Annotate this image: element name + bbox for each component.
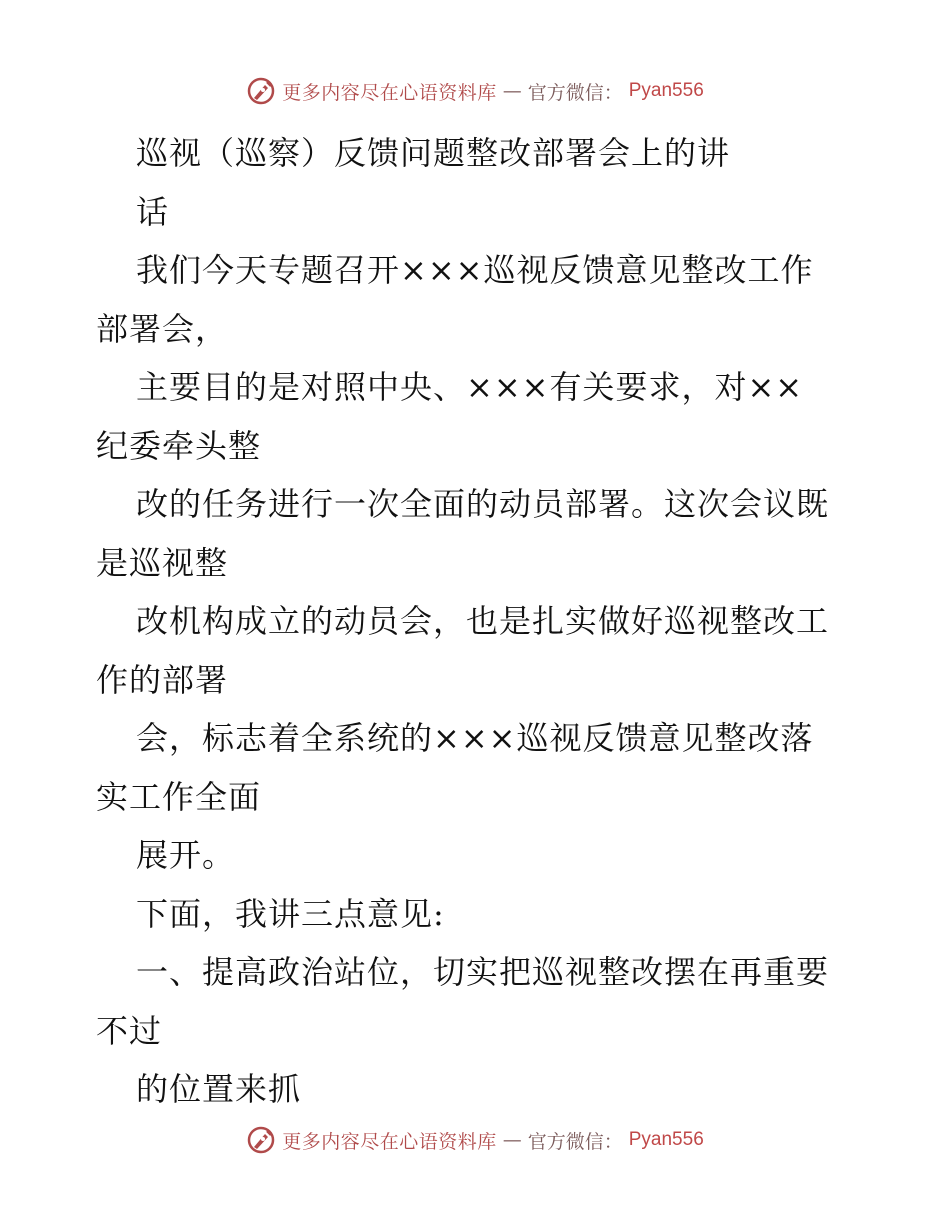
body-line: 实工作全面: [96, 777, 262, 816]
body-line: 纪委牵头整: [96, 426, 262, 465]
document-body: [96, 124, 856, 1119]
body-line: 会，标志着全系统的×××巡视反馈意见整改落: [136, 719, 814, 757]
section-heading-line: 不过: [96, 1011, 163, 1050]
body-line: 作的部署: [96, 660, 229, 699]
body-line: 是巡视整: [96, 543, 229, 582]
watermark-header: [0, 71, 950, 111]
watermark-wechat-id: Pyan556: [628, 1129, 704, 1150]
watermark-wechat-label: 官方微信：: [527, 1130, 623, 1153]
body-line: 改机构成立的动员会，也是扎实做好巡视整改工: [136, 602, 830, 640]
pen-nib-logo-icon: [246, 76, 276, 106]
watermark-wechat-label: 官方微信：: [527, 81, 623, 104]
watermark-separator: —: [502, 1129, 522, 1151]
watermark-separator: —: [502, 80, 522, 102]
body-line: 下面，我讲三点意见:: [136, 894, 445, 933]
body-line: 部署会，: [96, 309, 229, 348]
title-line-2: 话: [136, 192, 170, 231]
body-line: 改的任务进行一次全面的动员部署。这次会议既: [136, 485, 830, 523]
watermark-footer: [0, 1120, 950, 1160]
body-line: 我们今天专题召开×××巡视反馈意见整改工作: [136, 251, 814, 289]
pen-nib-logo-icon: [246, 1125, 276, 1155]
watermark-wechat-id: Pyan556: [628, 80, 704, 101]
section-heading-line: 一、提高政治站位，切实把巡视整改摆在再重要: [136, 953, 830, 991]
watermark-text: 更多内容尽在心语资料库: [282, 81, 497, 104]
body-line: 展开。: [136, 836, 236, 874]
section-heading-line: 的位置来抓: [136, 1070, 302, 1108]
body-line: 主要目的是对照中央、×××有关要求，对××: [136, 368, 804, 406]
title-line-1: 巡视（巡察）反馈问题整改部署会上的讲: [136, 134, 731, 172]
watermark-text: 更多内容尽在心语资料库: [282, 1130, 497, 1153]
